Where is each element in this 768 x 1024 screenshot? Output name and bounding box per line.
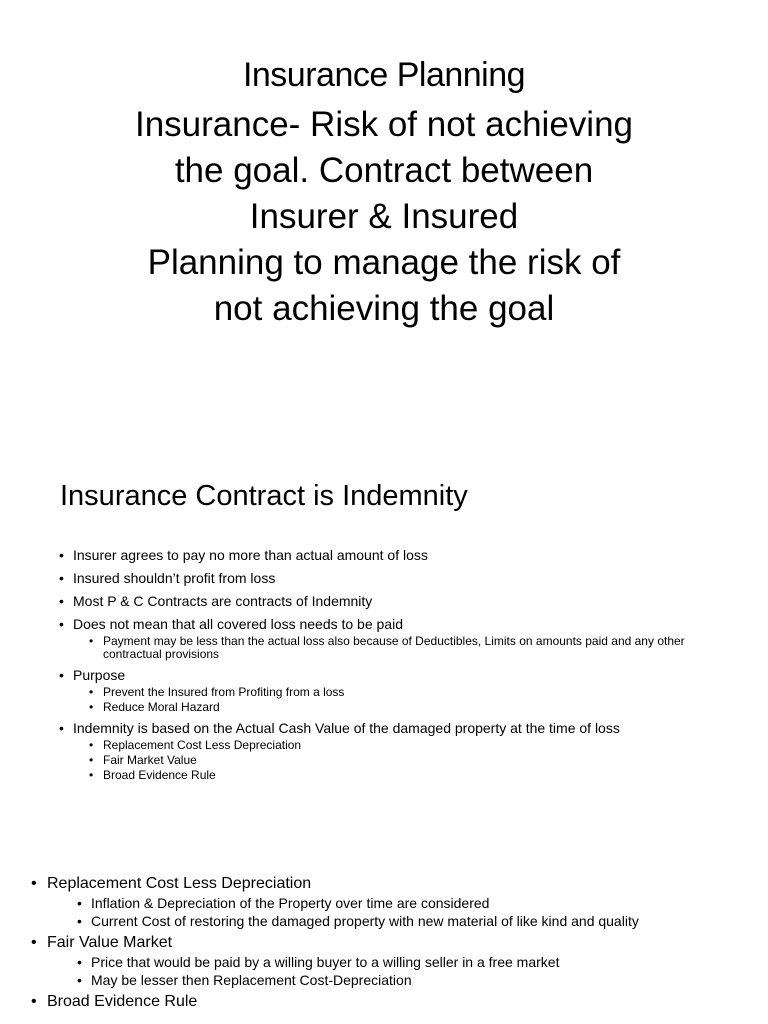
sub-list xyxy=(47,954,731,988)
bullet-icon: • xyxy=(59,667,64,683)
sub-list-item xyxy=(73,754,719,767)
slide-3-bullet-list xyxy=(31,874,731,1015)
list-item xyxy=(59,547,719,564)
sub-list-item xyxy=(73,701,719,714)
sub-list-item xyxy=(47,954,731,970)
sub-bullet-text: Replacement Cost Less Depreciation xyxy=(103,738,302,752)
sub-bullet-text: Broad Evidence Rule xyxy=(103,768,216,782)
bullet-text: Indemnity is based on the Actual Cash Value of the damaged property at the time of loss xyxy=(73,720,620,736)
bullet-icon: • xyxy=(59,616,64,632)
subtitle-line: Planning to manage the risk of xyxy=(147,243,621,282)
sub-list-item xyxy=(47,913,731,929)
sub-list-item xyxy=(73,686,719,699)
bullet-icon: • xyxy=(89,753,94,767)
bullet-icon: • xyxy=(31,934,37,951)
bullet-icon: • xyxy=(89,685,94,699)
slide-1-title: Insurance Planning xyxy=(242,56,526,94)
sub-list xyxy=(73,739,719,782)
slide-2-bullet-list xyxy=(59,547,719,788)
bullet-text: Does not mean that all covered loss needs to be paid xyxy=(73,616,403,632)
sub-list-item xyxy=(73,739,719,752)
list-item xyxy=(59,720,719,782)
bullet-text: Most P & C Contracts are contracts of Indemnity xyxy=(73,593,373,609)
list-item xyxy=(31,992,731,1011)
sub-bullet-text: Prevent the Insured from Profiting from a loss xyxy=(103,685,345,699)
sub-list xyxy=(47,895,731,929)
list-item xyxy=(59,570,719,587)
list-item xyxy=(59,593,719,610)
slide-2 xyxy=(0,440,768,820)
bullet-icon: • xyxy=(77,954,82,970)
bullet-text: Insured shouldn’t profit from loss xyxy=(73,570,276,586)
subtitle-line: the goal. Contract between xyxy=(174,151,594,190)
bullet-icon: • xyxy=(77,972,82,988)
list-item xyxy=(59,667,719,714)
sub-list-item xyxy=(47,895,731,911)
bullet-text: Insurer agrees to pay no more than actual amount of loss xyxy=(73,547,428,563)
sub-bullet-text: Fair Market Value xyxy=(103,753,197,767)
bullet-icon: • xyxy=(59,570,64,586)
subtitle-line: Insurer & Insured xyxy=(249,197,519,236)
bullet-icon: • xyxy=(89,634,94,648)
sub-bullet-text: Reduce Moral Hazard xyxy=(103,700,220,714)
bullet-text: Fair Value Market xyxy=(47,934,173,951)
bullet-icon: • xyxy=(59,720,64,736)
bullet-icon: • xyxy=(89,768,94,782)
bullet-icon: • xyxy=(59,547,64,563)
sub-list-item xyxy=(47,972,731,988)
bullet-icon: • xyxy=(89,738,94,752)
sub-list xyxy=(73,686,719,714)
bullet-text: Purpose xyxy=(73,667,126,683)
subtitle-line: not achieving the goal xyxy=(213,289,555,328)
sub-bullet-text: Inflation & Depreciation of the Property over time are considered xyxy=(91,895,490,911)
sub-list-item xyxy=(73,635,719,661)
bullet-icon: • xyxy=(77,895,82,911)
bullet-icon: • xyxy=(59,593,64,609)
bullet-text: Broad Evidence Rule xyxy=(47,993,198,1010)
sub-bullet-text: May be lesser then Replacement Cost-Depreciation xyxy=(91,972,412,988)
sub-bullet-text: Current Cost of restoring the damaged property with new material of like kind and quality xyxy=(91,913,639,929)
bullet-icon: • xyxy=(77,913,82,929)
bullet-text: Replacement Cost Less Depreciation xyxy=(47,875,312,892)
slide-1 xyxy=(0,0,768,400)
list-item xyxy=(31,933,731,988)
slide-3 xyxy=(0,860,768,1024)
list-item xyxy=(59,616,719,661)
sub-list-item xyxy=(73,769,719,782)
bullet-icon: • xyxy=(89,700,94,714)
sub-bullet-text: Price that would be paid by a willing buyer to a willing seller in a free market xyxy=(91,954,560,970)
bullet-icon: • xyxy=(31,993,37,1010)
sub-bullet-text: Payment may be less than the actual loss also because of Deductibles, Limits on amounts paid and any other contractual provisions xyxy=(103,634,685,661)
subtitle-line: Insurance- Risk of not achieving xyxy=(134,105,634,144)
bullet-icon: • xyxy=(31,875,37,892)
slide-1-subtitle xyxy=(60,102,708,332)
list-item xyxy=(31,874,731,929)
slide-2-title: Insurance Contract is Indemnity xyxy=(60,480,468,512)
sub-list xyxy=(73,635,719,661)
